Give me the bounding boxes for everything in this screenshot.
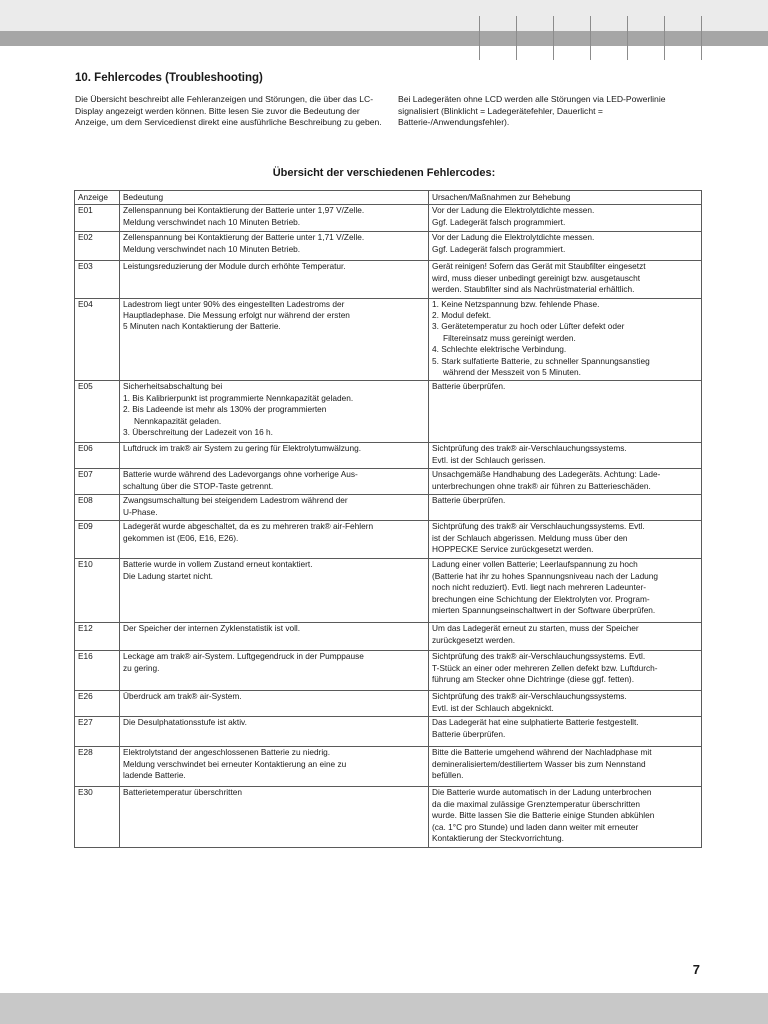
header-tick	[553, 16, 554, 60]
remedy-cell	[429, 232, 702, 261]
cell-line: Zwangsumschaltung bei steigendem Ladestrom während der	[123, 495, 348, 506]
table-row	[75, 559, 702, 623]
cell-line: HOPPECKE Service zurückgesetzt werden.	[432, 544, 594, 555]
cell-line: ladende Batterie.	[123, 770, 186, 781]
cell-line: Batterie überprüfen.	[432, 728, 506, 739]
header-tick	[664, 16, 665, 60]
page-number: 7	[692, 962, 700, 977]
list-item-line	[432, 299, 698, 310]
cell-line: Unsachgemäße Handhabung des Ladegeräts. Achtung: Lade-	[432, 469, 661, 480]
remedy-cell	[429, 261, 702, 298]
list-item-text: Keine Netzspannung bzw. fehlende Phase.	[441, 298, 600, 309]
table-body	[75, 205, 702, 847]
cell-line: Ggf. Ladegerät falsch programmiert.	[432, 216, 566, 227]
list-item-line	[432, 321, 698, 332]
list-item-text: Modul defekt.	[441, 310, 492, 321]
meaning-cell	[120, 443, 429, 469]
meaning-cell	[120, 623, 429, 651]
cell-line: Zellenspannung bei Kontaktierung der Batterie unter 1,71 V/Zelle.	[123, 232, 365, 243]
cell-line: U-Phase.	[123, 506, 158, 517]
meaning-cell	[120, 747, 429, 787]
cell-line: Batterie überprüfen.	[432, 495, 506, 506]
cell-line: Überdruck am trak® air-System.	[123, 691, 242, 702]
cell-line: Die Ladung startet nicht.	[123, 570, 213, 581]
remedy-cell	[429, 717, 702, 747]
list-item-line	[123, 393, 425, 404]
remedy-cell	[429, 521, 702, 559]
cell-line: gekommen ist (E06, E16, E26).	[123, 532, 239, 543]
list-item-text: Schlechte elektrische Verbindung.	[441, 344, 567, 355]
cell-line: Sichtprüfung des trak® air-Verschlauchungssystems.	[432, 691, 627, 702]
list-item-line: Nennkapazität geladen.	[134, 415, 222, 426]
list-item-number: 5.	[432, 355, 439, 366]
meaning-cell	[120, 232, 429, 261]
cell-line: Ladung einer vollen Batterie; Leerlaufspannung zu hoch	[432, 559, 638, 570]
error-code-cell: E02	[75, 232, 120, 261]
header-code: Anzeige	[75, 191, 120, 205]
cell-line: Leckage am trak® air-System. Luftgegendruck in der Pumppause	[123, 651, 364, 662]
cell-line: (ca. 1°C pro Stunde) und laden dann weiter mit erneuter	[432, 821, 639, 832]
list-item-line: Filtereinsatz muss gereinigt werden.	[443, 332, 576, 343]
cell-line: zu gering.	[123, 662, 160, 673]
cell-line: wurde. Bitte lassen Sie die Batterie einige Stunden abkühlen	[432, 810, 655, 821]
error-code-cell: E30	[75, 787, 120, 847]
error-code-cell: E16	[75, 651, 120, 691]
meaning-cell	[120, 717, 429, 747]
header-tick	[701, 16, 702, 60]
meaning-cell	[120, 691, 429, 717]
list-item-number: 1.	[123, 392, 130, 403]
table-row	[75, 521, 702, 559]
remedy-cell	[429, 747, 702, 787]
remedy-cell	[429, 205, 702, 232]
list-item-text: Bis Kalibrierpunkt ist programmierte Nennkapazität geladen.	[132, 392, 354, 403]
error-code-cell: E10	[75, 559, 120, 623]
cell-line: Ladegerät wurde abgeschaltet, da es zu mehreren trak® air-Fehlern	[123, 521, 374, 532]
table-row	[75, 787, 702, 847]
header-tick	[590, 16, 591, 60]
footer-band	[0, 993, 768, 1024]
remedy-cell	[429, 651, 702, 691]
cell-line: Das Ladegerät hat eine sulphatierte Batterie festgestellt.	[432, 717, 639, 728]
cell-line: Sicherheitsabschaltung bei	[123, 381, 223, 392]
list-item-line	[432, 356, 698, 367]
error-code-cell: E28	[75, 747, 120, 787]
cell-line: Batterietemperatur überschritten	[123, 787, 242, 798]
list-item-text: Bis Ladeende ist mehr als 130% der programmierten	[132, 404, 327, 415]
cell-line: zurückgesetzt werden.	[432, 634, 516, 645]
meaning-cell	[120, 787, 429, 847]
error-code-cell: E03	[75, 261, 120, 298]
cell-line: Elektrolytstand der angeschlossenen Batterie zu niedrig.	[123, 747, 331, 758]
list-item-number: 3.	[123, 427, 130, 438]
table-row	[75, 443, 702, 469]
table-row	[75, 623, 702, 651]
list-item-number: 2.	[432, 310, 439, 321]
list-item-number: 4.	[432, 344, 439, 355]
list-item-line	[123, 404, 425, 415]
remedy-cell	[429, 623, 702, 651]
list-item-text: Stark sulfatierte Batterie, zu schneller Spannungsanstieg	[441, 355, 650, 366]
cell-line: führung am Stecker ohne Dichtringe (diese ggf. fetten).	[432, 674, 635, 685]
cell-line: Die Desulphatationsstufe ist aktiv.	[123, 717, 247, 728]
cell-line: demineralisiertem/destiliertem Wasser bis zum Nennstand	[432, 758, 646, 769]
error-code-cell: E27	[75, 717, 120, 747]
table-header-row	[75, 191, 702, 205]
cell-line: wird, muss dieser unbedingt gereinigt bzw. ausgetauscht	[432, 272, 641, 283]
cell-line: (Batterie hat ihr zu hohes Spannungsniveau nach der Ladung	[432, 570, 659, 581]
cell-line: Kontaktierung der Steckvorrichtung.	[432, 833, 564, 844]
cell-line: Meldung verschwindet nach 10 Minuten Betrieb.	[123, 243, 301, 254]
table-row	[75, 717, 702, 747]
list-item-number: 1.	[432, 298, 439, 309]
cell-line: 5 Minuten nach Kontaktierung der Batterie.	[123, 321, 281, 332]
error-code-cell: E08	[75, 495, 120, 521]
cell-line: werden. Staubfilter sind als Nachrüstmaterial erhältlich.	[432, 284, 635, 295]
cell-line: Batterie überprüfen.	[432, 381, 506, 392]
cell-line: Vor der Ladung die Elektrolytdichte messen.	[432, 232, 595, 243]
table-row	[75, 381, 702, 443]
error-code-cell: E12	[75, 623, 120, 651]
table-row	[75, 205, 702, 232]
cell-line: brechungen eine Schichtung der Elektrolyten vor. Program-	[432, 593, 650, 604]
error-code-cell: E09	[75, 521, 120, 559]
header-band	[0, 0, 768, 46]
header-remedy: Ursachen/Maßnahmen zur Behebung	[429, 191, 702, 205]
cell-line: noch nicht reduziert). Evtl. liegt nach mehreren Ladeunter-	[432, 582, 646, 593]
cell-line: da die maximal zulässige Grenztemperatur überschritten	[432, 798, 640, 809]
table-row	[75, 495, 702, 521]
list-item-line	[432, 310, 698, 321]
cell-line: Meldung verschwindet bei erneuter Kontaktierung an eine zu	[123, 758, 347, 769]
remedy-cell	[429, 559, 702, 623]
error-code-cell: E04	[75, 298, 120, 381]
cell-line: Ladestrom liegt unter 90% des eingestellten Ladestroms der	[123, 298, 345, 309]
meaning-cell	[120, 651, 429, 691]
list-item-number: 3.	[432, 321, 439, 332]
header-light-bar	[0, 0, 768, 31]
list-item-number: 2.	[123, 404, 130, 415]
error-code-cell: E26	[75, 691, 120, 717]
error-code-cell: E07	[75, 469, 120, 495]
table-title: Übersicht der verschiedenen Fehlercodes:	[272, 167, 496, 179]
header-tick	[479, 16, 480, 60]
remedy-cell	[429, 691, 702, 717]
cell-line: Evtl. ist der Schlauch gerissen.	[432, 454, 546, 465]
table-row	[75, 261, 702, 298]
header-dark-bar	[0, 31, 768, 46]
table-row	[75, 232, 702, 261]
cell-line: Gerät reinigen! Sofern das Gerät mit Staubfilter eingesetzt	[432, 261, 646, 272]
remedy-cell	[429, 469, 702, 495]
table-row	[75, 298, 702, 381]
cell-line: Bitte die Batterie umgehend während der Nachladphase mit	[432, 747, 652, 758]
header-tick	[516, 16, 517, 60]
header-meaning: Bedeutung	[120, 191, 429, 205]
table-row	[75, 691, 702, 717]
intro-text-left: Die Übersicht beschreibt alle Fehleranzeigen und Störungen, die über das LC-Display angezeigt werden können. Bitte lesen Sie zuvor die Bedeutung der Anzeige, um dem Servicedienst direkt eine ausführliche Beschreibung zu geben.	[75, 94, 382, 127]
meaning-cell	[120, 298, 429, 381]
meaning-cell	[120, 559, 429, 623]
intro-text-right: Bei Ladegeräten ohne LCD werden alle Störungen via LED-Powerlinie signalisiert (Blinklicht = Ladegerätefehler, Dauerlicht = Batterie-/Anwendungsfehler).	[398, 94, 666, 127]
list-item-text: Überschreitung der Ladezeit von 16 h.	[132, 427, 273, 438]
remedy-cell	[429, 443, 702, 469]
remedy-cell	[429, 495, 702, 521]
cell-line: Um das Ladegerät erneut zu starten, muss der Speicher	[432, 623, 639, 634]
cell-line: Batterie wurde während des Ladevorgangs ohne vorherige Aus-	[123, 469, 358, 480]
cell-line: T-Stück an einer oder mehreren Zellen defekt bzw. Luftdurch-	[432, 662, 658, 673]
cell-line: Sichtprüfung des trak® air-Verschlauchungssystems. Evtl.	[432, 651, 646, 662]
header-tick	[627, 16, 628, 60]
cell-line: Sichtprüfung des trak® air Verschlauchungssystems. Evtl.	[432, 521, 645, 532]
cell-line: Batterie wurde in vollem Zustand erneut kontaktiert.	[123, 559, 313, 570]
cell-line: befüllen.	[432, 770, 464, 781]
section-title: 10. Fehlercodes (Troubleshooting)	[75, 72, 263, 84]
meaning-cell	[120, 381, 429, 443]
error-code-cell: E01	[75, 205, 120, 232]
cell-line: mierten Spannungseinschaltwert in der Software überprüfen.	[432, 605, 656, 616]
meaning-cell	[120, 521, 429, 559]
cell-line: unterbrechungen ohne trak® air führen zu Batterieschäden.	[432, 480, 651, 491]
table-row	[75, 747, 702, 787]
meaning-cell	[120, 205, 429, 232]
cell-line: Ggf. Ladegerät falsch programmiert.	[432, 243, 566, 254]
cell-line: ist der Schlauch abgerissen. Meldung muss über den	[432, 532, 628, 543]
cell-line: Zellenspannung bei Kontaktierung der Batterie unter 1,97 V/Zelle.	[123, 205, 365, 216]
cell-line: Meldung verschwindet nach 10 Minuten Betrieb.	[123, 216, 301, 227]
meaning-cell	[120, 495, 429, 521]
cell-line: Evtl. ist der Schlauch abgeknickt.	[432, 702, 554, 713]
cell-line: Hauptladephase. Die Messung erfolgt nur während der ersten	[123, 310, 350, 321]
table-row	[75, 651, 702, 691]
cell-line: schaltung über die STOP-Taste getrennt.	[123, 480, 274, 491]
cell-line: Leistungsreduzierung der Module durch erhöhte Temperatur.	[123, 261, 346, 272]
list-item-line	[432, 344, 698, 355]
cell-line: Der Speicher der internen Zyklenstatistik ist voll.	[123, 623, 301, 634]
meaning-cell	[120, 261, 429, 298]
table-row	[75, 469, 702, 495]
error-code-cell: E05	[75, 381, 120, 443]
cell-line: Sichtprüfung des trak® air-Verschlauchungssystems.	[432, 443, 627, 454]
error-code-cell: E06	[75, 443, 120, 469]
remedy-cell	[429, 298, 702, 381]
cell-line: Vor der Ladung die Elektrolytdichte messen.	[432, 205, 595, 216]
cell-line: Die Batterie wurde automatisch in der Ladung unterbrochen	[432, 787, 652, 798]
meaning-cell	[120, 469, 429, 495]
list-item-text: Gerätetemperatur zu hoch oder Lüfter defekt oder	[441, 321, 625, 332]
remedy-cell	[429, 381, 702, 443]
error-code-table	[74, 190, 702, 848]
remedy-cell	[429, 787, 702, 847]
list-item-line: während der Messzeit von 5 Minuten.	[443, 367, 581, 378]
list-item-line	[123, 427, 425, 438]
cell-line: Luftdruck im trak® air System zu gering für Elektrolytumwälzung.	[123, 443, 362, 454]
